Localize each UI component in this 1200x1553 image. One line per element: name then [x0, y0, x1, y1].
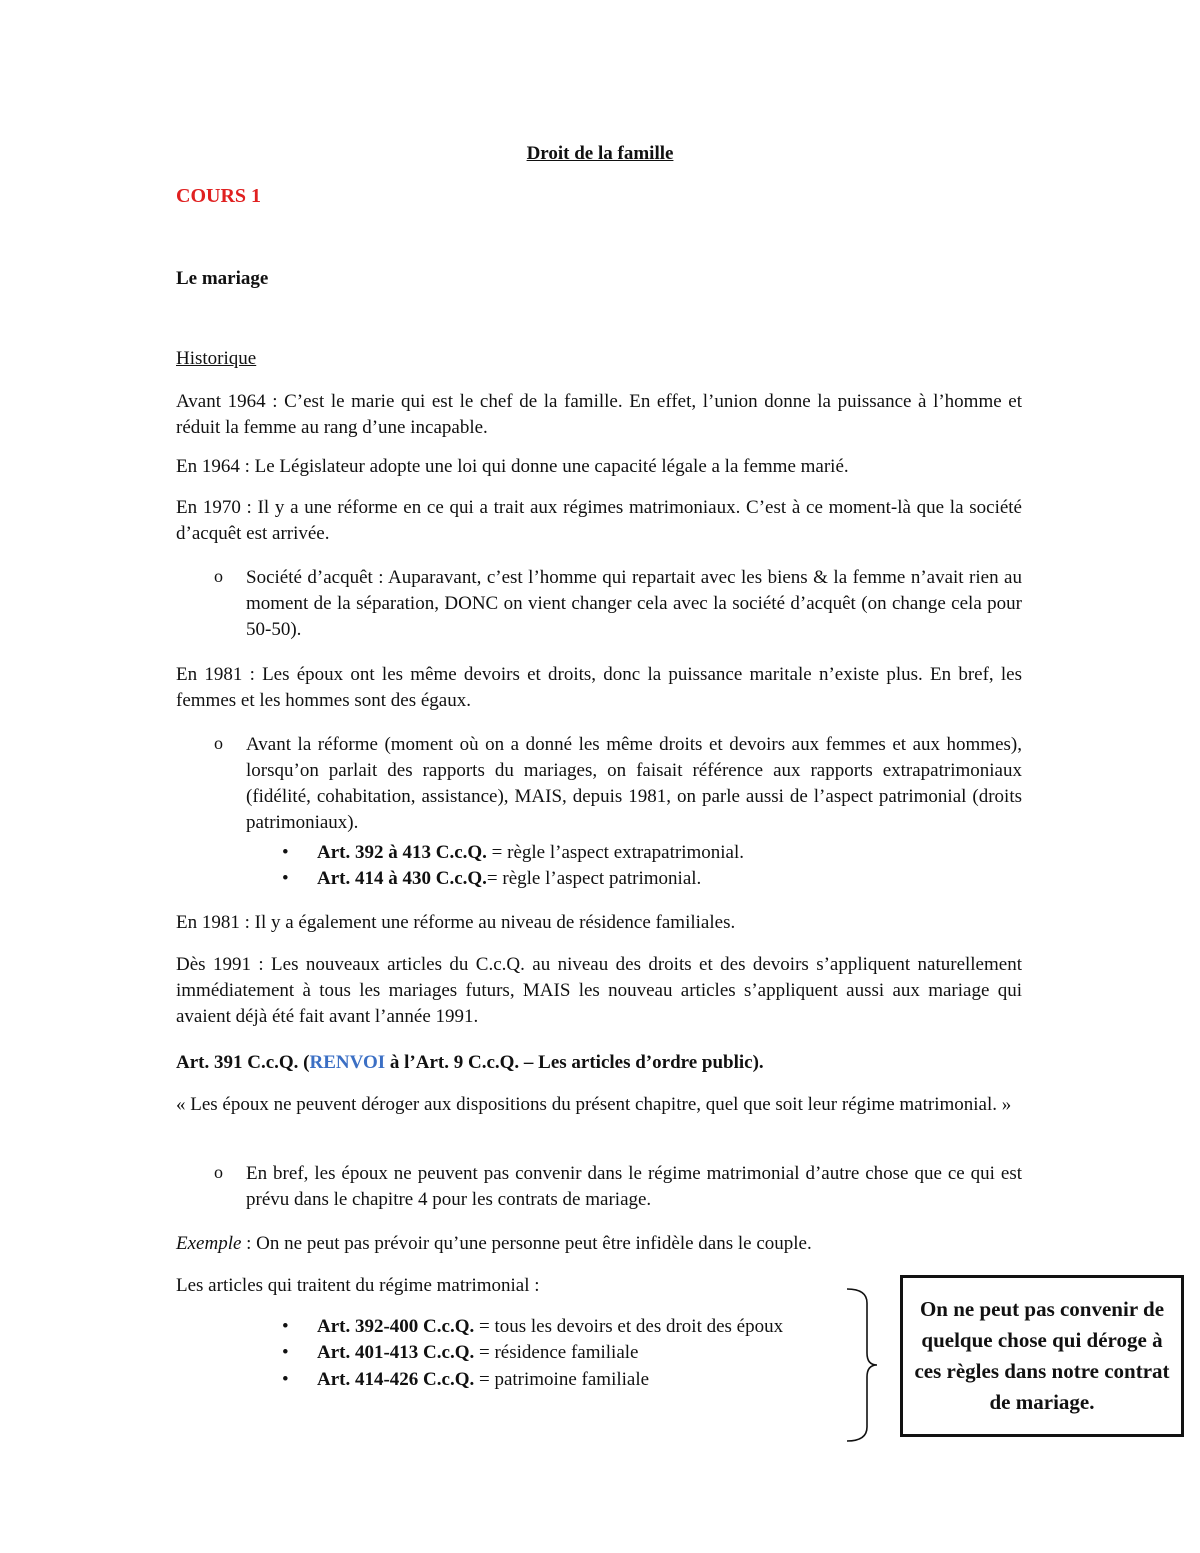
- article-391-heading: [176, 1050, 1022, 1076]
- example-text: : On ne peut pas prévoir qu’une personne peut être infidèle dans le couple.: [241, 1233, 812, 1254]
- note-box: [900, 1275, 1184, 1437]
- paragraph-en-1964: En 1964 : Le Législateur adopte une loi qui donne une capacité légale a la femme marié.: [176, 456, 849, 477]
- bullet-marker: •: [282, 1316, 289, 1337]
- article-ref: Art. 392 à 413 C.c.Q.: [317, 842, 487, 863]
- note-text: On ne peut pas convenir de quelque chose qui déroge à ces règles dans notre contrat de mariage.: [914, 1297, 1170, 1414]
- article-desc: = résidence familiale: [474, 1342, 639, 1363]
- list-item-en-bref: En bref, les époux ne peuvent pas convenir dans le régime matrimonial d’autre chose que ce qui est prévu dans le chapitre 4 pour les contrats de mariage.: [246, 1163, 1022, 1210]
- paragraph-en-1981b: En 1981 : Il y a également une réforme au niveau de résidence familiales.: [176, 912, 736, 933]
- article-391-quote: « Les époux ne peuvent déroger aux dispositions du présent chapitre, quel que soit leur régime matrimonial. »: [176, 1094, 1012, 1115]
- o-bullet-marker: o: [214, 1162, 223, 1182]
- paragraph-en-1970: En 1970 : Il y a une réforme en ce qui a trait aux régimes matrimoniaux. C’est à ce moment-là que la société d’acquêt est arrivée.: [176, 497, 1022, 544]
- paragraph-articles-regime: Les articles qui traitent du régime matrimonial :: [176, 1275, 540, 1296]
- subsection-title: Historique: [176, 348, 257, 369]
- article-desc: = règle l’aspect patrimonial.: [486, 868, 702, 889]
- list-item-art-392-400: [317, 1316, 783, 1338]
- paragraph-avant-1964: Avant 1964 : C’est le marie qui est le chef de la famille. En effet, l’union donne la puissance à l’homme et réduit la femme au rang d’une incapable.: [176, 391, 1022, 438]
- bullet-marker: •: [282, 842, 289, 863]
- example-paragraph: [176, 1231, 1022, 1257]
- paragraph-en-1981: En 1981 : Les époux ont les même devoirs et droits, donc la puissance maritale n’existe plus. En bref, les femmes et les hommes sont des égaux.: [176, 664, 1022, 711]
- list-item-avant-reforme: Avant la réforme (moment où on a donné les même droits et devoirs aux femmes et aux hommes), lorsqu’on parlait des rapports du mariages, on faisait référence aux rapports extrapatrimoniaux (fidélité, cohabitation, assistance), MAIS, depuis 1981, on parle aussi de l’aspect patrimonial (droits patrimoniaux).: [246, 734, 1022, 833]
- right-brace-icon: [845, 1287, 879, 1443]
- document-title: Droit de la famille: [526, 143, 674, 164]
- list-item-art-414-426: [317, 1369, 649, 1391]
- example-label: Exemple: [176, 1233, 242, 1254]
- article-ref: Art. 414-426 C.c.Q.: [317, 1369, 475, 1390]
- list-item-societe-acquet: Société d’acquêt : Auparavant, c’est l’homme qui repartait avec les biens & la femme n’avait rien au moment de la séparation, DONC on vient changer cela avec la société d’acquêt (on change cela pour 50-50).: [246, 567, 1022, 640]
- list-item-art-392-413: [317, 842, 744, 864]
- article-desc: = règle l’aspect extrapatrimonial.: [486, 842, 744, 863]
- article-ref: Art. 414 à 430 C.c.Q.: [317, 868, 487, 889]
- bullet-marker: •: [282, 868, 289, 889]
- o-bullet-marker: o: [214, 733, 223, 753]
- article-ref: Art. 392-400 C.c.Q.: [317, 1316, 475, 1337]
- list-item-art-414-430: [317, 868, 701, 890]
- art391-prefix: Art. 391 C.c.Q. (: [176, 1052, 310, 1073]
- o-bullet-marker: o: [214, 566, 223, 586]
- art391-suffix: à l’Art. 9 C.c.Q. – Les articles d’ordre public).: [385, 1052, 764, 1073]
- bullet-marker: •: [282, 1369, 289, 1390]
- renvoi-label: RENVOI: [309, 1052, 386, 1073]
- bullet-marker: •: [282, 1342, 289, 1363]
- section-title: Le mariage: [176, 268, 269, 289]
- paragraph-des-1991: Dès 1991 : Les nouveaux articles du C.c.Q. au niveau des droits et des devoirs s’appliquent naturellement immédiatement à tous les mariages futurs, MAIS les nouveau articles s’appliquent aussi aux mariage qui avaient déjà été fait avant l’année 1991.: [176, 954, 1022, 1027]
- article-desc: = patrimoine familiale: [474, 1369, 650, 1390]
- article-ref: Art. 401-413 C.c.Q.: [317, 1342, 475, 1363]
- course-label: COURS 1: [176, 185, 262, 207]
- article-desc: = tous les devoirs et des droit des époux: [474, 1316, 784, 1337]
- list-item-art-401-413: [317, 1342, 638, 1364]
